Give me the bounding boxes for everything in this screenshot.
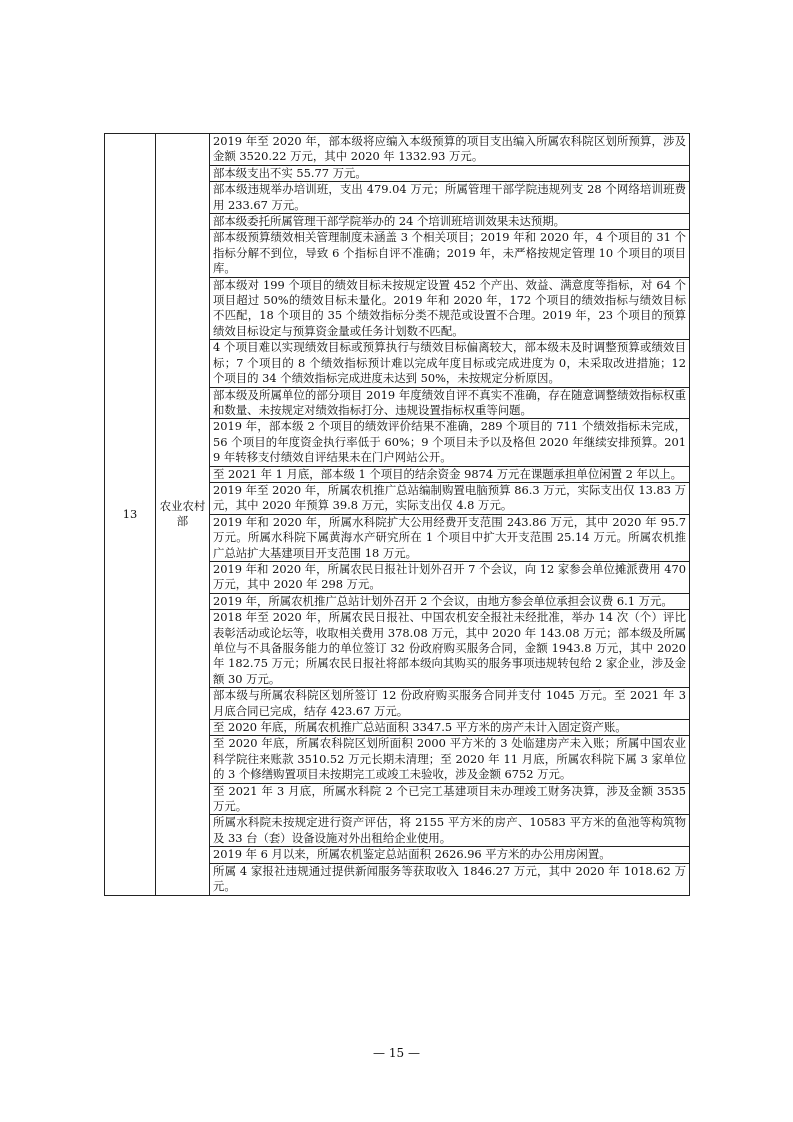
issue-cell: 部本级委托所属管理干部学院举办的 24 个培训班培训效果未达预期。 — [210, 214, 690, 230]
audit-issues-table — [104, 133, 690, 896]
issue-cell: 部本级与所属农科院区划所签订 12 份政府购买服务合同并支付 1045 万元。至 2021 年 3 月底合同已完成，结存 423.67 万元。 — [210, 688, 690, 720]
issue-cell: 2019 年和 2020 年，所属农民日报社计划外召开 7 个会议，向 12 家参会单位摊派费用 470 万元，其中 2020 年 298 万元。 — [210, 561, 690, 593]
page-number: — 15 — — [373, 1046, 420, 1060]
table-row — [105, 134, 690, 166]
issue-cell: 2019 年至 2020 年，部本级将应编入本级预算的项目支出编入所属农科院区划所预算，涉及金额 3520.22 万元，其中 2020 年 1332.93 万元。 — [210, 134, 690, 166]
issue-cell: 至 2021 年 1 月底，部本级 1 个项目的结余资金 9874 万元在课题承担单位闲置 2 年以上。 — [210, 466, 690, 482]
issue-cell: 2018 年至 2020 年，所属农民日报社、中国农机安全报社未经批准，举办 14 次（个）评比表彰活动或论坛等，收取相关费用 378.08 万元，其中 2020 年 143.08 万元；部本级及所属单位与不具备服务能力的单位签订 32 份政府购买服务合同，金额 1943.8 万元，其中 2020 年 182.75 万元；所属农民日报社将部本级向其购买的服务事项违规转包给 2 家企业，涉及金额 30 万元。 — [210, 610, 690, 688]
issue-cell: 所属水科院未按规定进行资产评估，将 2155 平方米的房产、10583 平方米的鱼池等构筑物及 33 台（套）设备设施对外出租给企业使用。 — [210, 815, 690, 847]
issue-cell: 部本级及所属单位的部分项目 2019 年度绩效自评不真实不准确，存在随意调整绩效指标权重和数量、未按规定对绩效指标打分、违规设置指标权重等问题。 — [210, 387, 690, 419]
row-number-cell: 13 — [105, 134, 156, 896]
issue-cell: 部本级对 199 个项目的绩效目标未按规定设置 452 个产出、效益、满意度等指标，对 64 个项目超过 50%的绩效目标未量化。2019 年和 2020 年，172 个项目的绩效指标与绩效目标不匹配，18 个项目的 35 个绩效指标分类不规范或设置不合理。2019 年，23 个项目的预算绩效目标设定与预算资金量或任务计划数不匹配。 — [210, 277, 690, 340]
issue-cell: 所属 4 家报社违规通过提供新闻服务等获取收入 1846.27 万元，其中 2020 年 1018.62 万元。 — [210, 863, 690, 895]
issue-cell: 2019 年 6 月以来，所属农机鉴定总站面积 2626.96 平方米的办公用房闲置。 — [210, 847, 690, 863]
issue-cell: 4 个项目难以实现绩效目标或预算执行与绩效目标偏离较大，部本级未及时调整预算或绩效目标；7 个项目的 8 个绩效指标预计难以完成年度目标或完成进度为 0，未采取改进措施；12 个项目的 34 个绩效指标完成进度未达到 50%，未按规定分析原因。 — [210, 340, 690, 387]
issue-cell: 部本级支出不实 55.77 万元。 — [210, 165, 690, 181]
department-cell: 农业农村部 — [156, 134, 210, 896]
issue-cell: 2019 年和 2020 年，所属水科院扩大公用经费开支范围 243.86 万元，其中 2020 年 95.7 万元。所属水科院下属黄海水产研究所在 1 个项目中扩大开支范围 25.14 万元。所属农机推广总站扩大基建项目开支范围 18 万元。 — [210, 514, 690, 561]
issue-cell: 至 2021 年 3 月底，所属水科院 2 个已完工基建项目未办理竣工财务决算，涉及金额 3535 万元。 — [210, 783, 690, 815]
issue-cell: 至 2020 年底，所属农科院区划所面积 2000 平方米的 3 处临建房产未入账；所属中国农业科学院往来账款 3510.52 万元长期未清理；至 2020 年 11 月底，所属农科院下属 3 家单位的 3 个修缮购置项目未按期完工或竣工未验收，涉及金额 6752 万元。 — [210, 736, 690, 783]
issue-cell: 部本级违规举办培训班，支出 479.04 万元；所属管理干部学院违规列支 28 个网络培训班费用 233.67 万元。 — [210, 182, 690, 214]
issue-cell: 2019 年至 2020 年，所属农机推广总站编制购置电脑预算 86.3 万元，实际支出仅 13.83 万元，其中 2020 年预算 39.8 万元，实际支出仅 4.8 万元。 — [210, 482, 690, 514]
issue-cell: 2019 年，所属农机推广总站计划外召开 2 个会议，由地方参会单位承担会议费 6.1 万元。 — [210, 593, 690, 609]
issue-cell: 部本级预算绩效相关管理制度未涵盖 3 个相关项目；2019 年和 2020 年，4 个项目的 31 个指标分解不到位，导致 6 个指标自评不准确；2019 年，未严格按规定管理 10 个项目的项目库。 — [210, 230, 690, 277]
issue-cell: 2019 年，部本级 2 个项目的绩效评价结果不准确，289 个项目的 711 个绩效指标未完成，56 个项目的年度资金执行率低于 60%；9 个项目未予以及格但 2020 年继续安排预算。2019 年转移支付绩效自评结果未在门户网站公开。 — [210, 419, 690, 466]
issue-cell: 至 2020 年底，所属农机推广总站面积 3347.5 平方米的房产未计入固定资产账。 — [210, 720, 690, 736]
